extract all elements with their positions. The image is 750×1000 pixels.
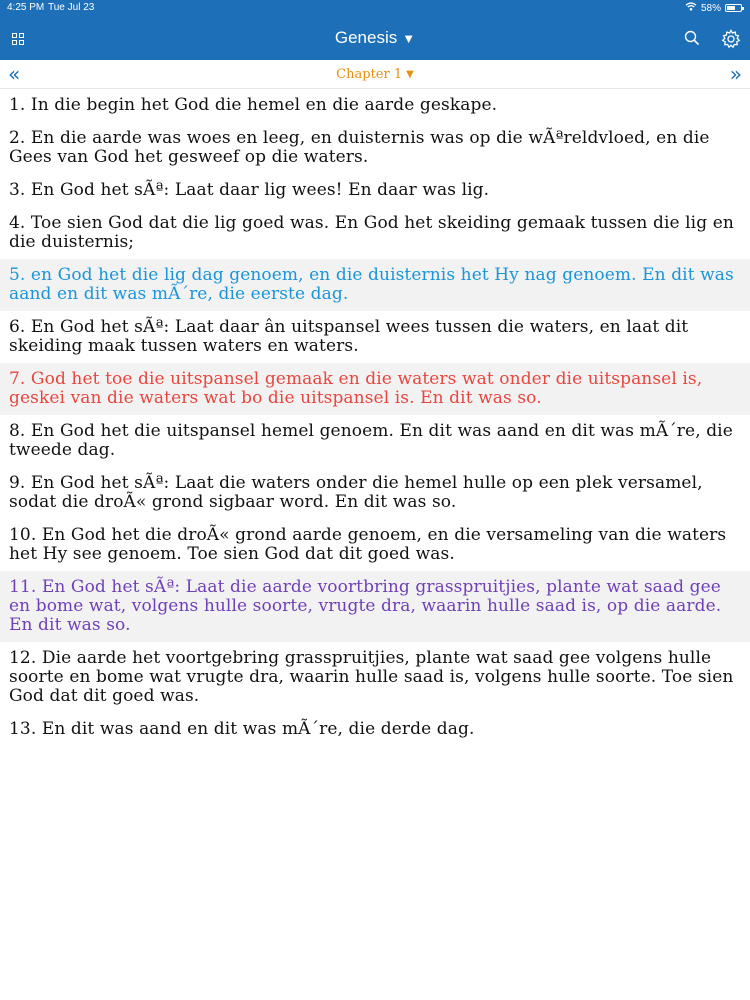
verse[interactable]: 12. Die aarde het voortgebring grasspruitjies, plante wat saad gee volgens hulle soorte en bome wat vrugte dra, waarin hulle saad is, volgens hulle soorte. Toe sien God dat dit goed was.	[9, 648, 734, 706]
verse[interactable]: 5. en God het die lig dag genoem, en die duisternis het Hy nag genoem. En dit was aand en dit was mÃ´re, die eerste dag.	[0, 259, 750, 311]
caret-down-icon: ▼	[402, 30, 416, 46]
verse[interactable]: 13. En dit was aand en dit was mÃ´re, die derde dag.	[9, 719, 475, 739]
next-chapter-icon[interactable]: »	[729, 62, 742, 86]
search-icon[interactable]	[684, 30, 700, 46]
nav-bar	[0, 16, 750, 60]
wifi-icon	[685, 2, 697, 14]
verse[interactable]: 10. En God het die droÃ« grond aarde genoem, en die versameling van die waters het Hy see genoem. Toe sien God dat dit goed was.	[9, 525, 727, 564]
verse[interactable]: 7. God het toe die uitspansel gemaak en die waters wat onder die uitspansel is, geskei van die waters wat bo die uitspansel is. En dit was so.	[0, 363, 750, 415]
verse[interactable]: 3. En God het sÃª: Laat daar lig wees! En daar was lig.	[9, 180, 490, 200]
chapter-selector[interactable]	[0, 60, 750, 88]
battery-percent: 58%	[700, 2, 721, 14]
chapter-caret-icon: ▼	[406, 68, 414, 80]
battery-fill	[727, 6, 735, 10]
verse[interactable]: 6. En God het sÃª: Laat daar ân uitspansel wees tussen die waters, en laat dit skeiding maak tussen waters en waters.	[9, 317, 689, 356]
verse[interactable]: 1. In die begin het God die hemel en die aarde geskape.	[9, 95, 498, 115]
status-time: 4:25 PM	[7, 2, 45, 13]
verse[interactable]: 4. Toe sien God dat die lig goed was. En God het skeiding gemaak tussen die lig en die duisternis;	[9, 213, 734, 252]
status-right	[685, 2, 742, 14]
verse[interactable]: 11. En God het sÃª: Laat die aarde voortbring grasspruitjies, plante wat saad gee en bome wat, volgens hulle soorte, vrugte dra, waarin hulle saad is, op die aarde. En dit was so.	[0, 571, 750, 642]
verse-list	[0, 89, 750, 746]
chapter-bar	[0, 60, 750, 89]
status-bar	[0, 0, 750, 16]
gear-icon[interactable]	[721, 29, 741, 49]
book-selector[interactable]	[0, 16, 750, 60]
verse[interactable]: 2. En die aarde was woes en leeg, en duisternis was op die wÃªreldvloed, en die Gees van God het gesweef op die waters.	[9, 128, 710, 167]
chapter-title: Chapter 1	[336, 66, 403, 82]
battery-icon	[725, 4, 742, 12]
previous-chapter-icon[interactable]: «	[8, 62, 21, 86]
verse[interactable]: 9. En God het sÃª: Laat die waters onder die hemel hulle op een plek versamel, sodat die droÃ« grond sigbaar word. En dit was so.	[9, 473, 703, 512]
book-title: Genesis	[334, 28, 398, 47]
status-date: Tue Jul 23	[48, 2, 95, 13]
verse[interactable]: 8. En God het die uitspansel hemel genoem. En dit was aand en dit was mÃ´re, die tweede dag.	[9, 421, 733, 460]
